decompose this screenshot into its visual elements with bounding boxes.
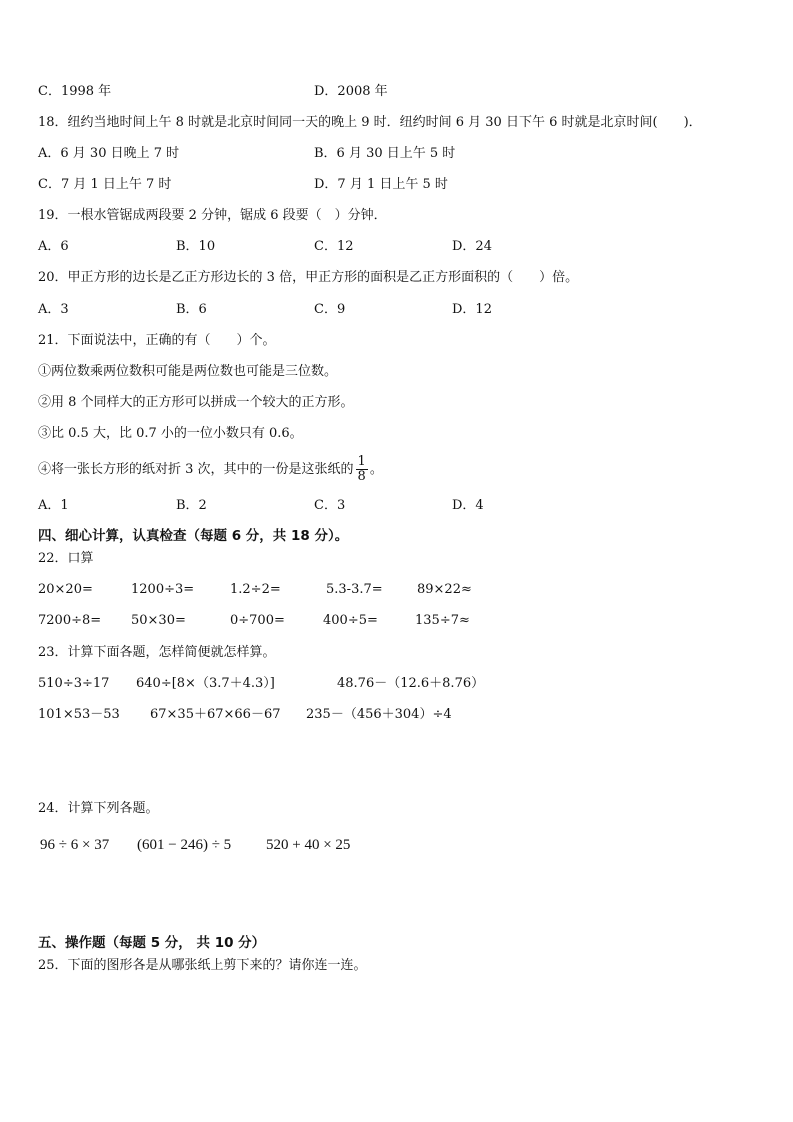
option-d: D．12 [452, 302, 492, 317]
oral-calc-item: 135÷7≈ [415, 613, 470, 628]
oral-calc-item: 7200÷8= [38, 613, 102, 628]
option-c: C．1998 年 [38, 84, 112, 99]
question-23-stem: 23．计算下面各题，怎样简便就怎样算。 [38, 645, 276, 660]
oral-calc-item: 400÷5= [323, 613, 378, 628]
option-b: B．2 [176, 498, 207, 513]
option-d: D．2008 年 [314, 84, 388, 99]
calc-item: 510÷3÷17 [38, 676, 110, 691]
fraction-numerator: 1 [357, 454, 366, 469]
option-d: D．4 [452, 498, 484, 513]
statement-4-suffix: 。 [369, 462, 383, 477]
fraction [356, 455, 368, 484]
option-c: C．7 月 1 日上午 7 时 [38, 177, 172, 192]
question-22-stem: 22．口算 [38, 551, 94, 566]
oral-calc-item: 1200÷3= [131, 582, 195, 597]
calc-item: 640÷[8×（3.7＋4.3）] [136, 676, 275, 691]
option-a: A．3 [38, 302, 69, 317]
option-b: B．10 [176, 239, 216, 254]
calc-item: 101×53－53 [38, 707, 120, 722]
option-c: C．12 [314, 239, 354, 254]
option-a: A．1 [38, 498, 69, 513]
question-24-stem: 24．计算下列各题。 [38, 801, 159, 816]
question-18-stem: 18．纽约当地时间上午 8 时就是北京时间同一天的晚上 9 时．纽约时间 6 月 30 日下午 6 时就是北京时间( )． [38, 115, 702, 130]
statement-3: ③比 0.5 大，比 0.7 小的一位小数只有 0.6。 [38, 426, 303, 441]
option-b: B．6 月 30 日上午 5 时 [314, 146, 456, 161]
oral-calc-item: 20×20= [38, 582, 93, 597]
calc-item: 520 + 40 × 25 [266, 837, 351, 853]
oral-calc-item: 0÷700= [230, 613, 285, 628]
option-c: C．9 [314, 302, 346, 317]
fraction-denominator: 8 [357, 469, 366, 484]
question-20-stem: 20．甲正方形的边长是乙正方形边长的 3 倍，甲正方形的面积是乙正方形面积的（ ）倍。 [38, 270, 579, 285]
section-5-heading: 五、操作题（每题 5 分， 共 10 分） [38, 935, 266, 951]
question-19-stem: 19．一根水管锯成两段要 2 分钟，锯成 6 段要（ ）分钟． [38, 208, 387, 223]
calc-item: 48.76－（12.6＋8.76） [337, 676, 485, 691]
section-4-heading: 四、细心计算，认真检查（每题 6 分，共 18 分）。 [38, 528, 349, 544]
calc-item: 235－（456＋304）÷4 [306, 707, 452, 722]
oral-calc-item: 5.3-3.7= [326, 582, 383, 597]
calc-item: 67×35＋67×66－67 [150, 707, 281, 722]
option-b: B．6 [176, 302, 207, 317]
statement-4 [38, 452, 383, 488]
oral-calc-item: 1.2÷2= [230, 582, 281, 597]
statement-1: ①两位数乘两位数积可能是两位数也可能是三位数。 [38, 364, 338, 379]
question-25-stem: 25．下面的图形各是从哪张纸上剪下来的？请你连一连。 [38, 958, 367, 973]
option-a: A．6 月 30 日晚上 7 时 [38, 146, 180, 161]
question-21-stem: 21．下面说法中，正确的有（ ）个。 [38, 333, 276, 348]
statement-4-text: ④将一张长方形的纸对折 3 次，其中的一份是这张纸的 [38, 462, 354, 477]
oral-calc-item: 89×22≈ [417, 582, 472, 597]
statement-2: ②用 8 个同样大的正方形可以拼成一个较大的正方形。 [38, 395, 354, 410]
option-d: D．24 [452, 239, 492, 254]
oral-calc-item: 50×30= [131, 613, 186, 628]
option-d: D．7 月 1 日上午 5 时 [314, 177, 448, 192]
calc-item: 96 ÷ 6 × 37 [40, 837, 110, 853]
option-a: A．6 [38, 239, 69, 254]
option-c: C．3 [314, 498, 346, 513]
calc-item: (601 − 246) ÷ 5 [137, 837, 232, 853]
